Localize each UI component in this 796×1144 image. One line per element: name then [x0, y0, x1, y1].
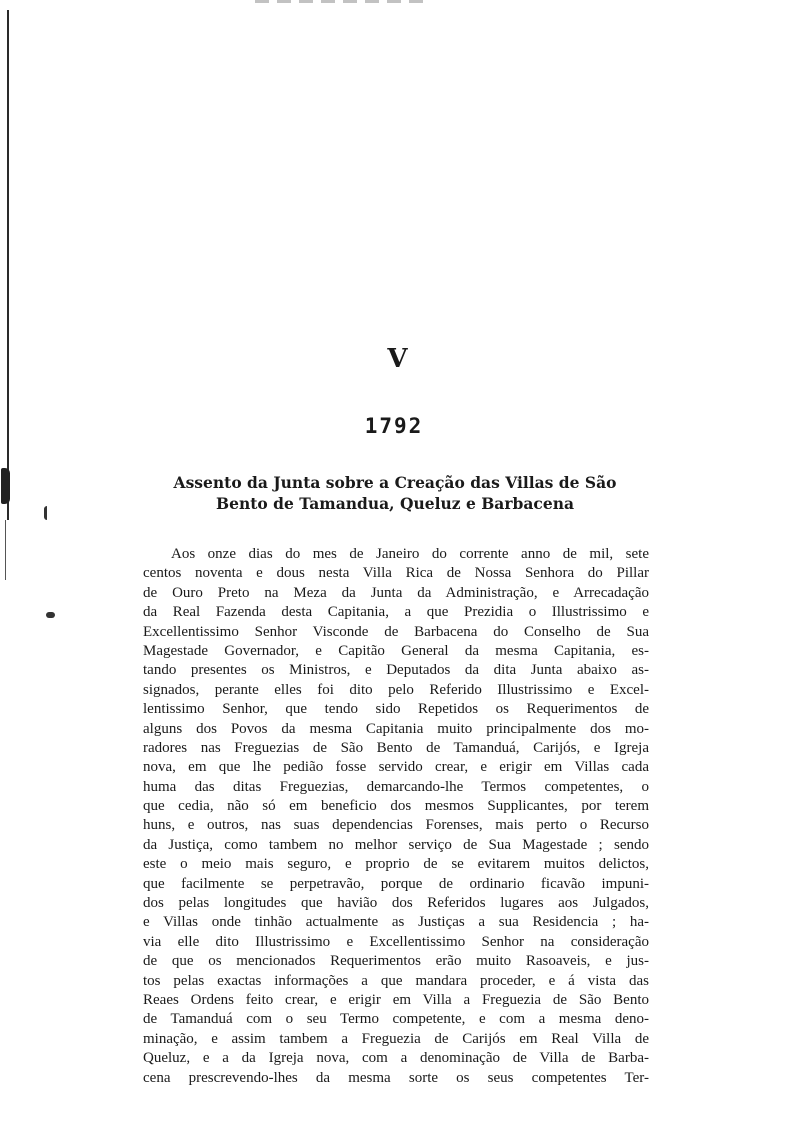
- body-line: tando presentes os Ministros, e Deputados da dita Junta abaixo as-: [143, 662, 649, 679]
- body-line: que facilmente se perpetravão, porque de ordinario ficavão impuni-: [143, 875, 649, 892]
- body-line: de que os mencionados Requerimentos erão muito Rasoaveis, e jus-: [143, 953, 649, 970]
- heading-line: Bento de Tamandua, Queluz e Barbacena: [215, 494, 575, 513]
- body-line: nova, em que lhe pedião fosse servido crear, e erigir em Villas cada: [143, 759, 649, 776]
- body-line: de Ouro Preto na Meza da Junta da Administração, e Arrecadação: [143, 584, 649, 601]
- body-line: Magestade Governador, e Capitão General da mesma Capitania, es-: [143, 642, 649, 659]
- body-line: huns, e outros, nas suas dependencias Forenses, mais perto o Recurso: [143, 817, 649, 834]
- body-line: cena prescrevendo-lhes da mesma sorte os seus competentes Ter-: [143, 1069, 649, 1086]
- body-line: lentissimo Senhor, que tendo sido Repetidos os Requerimentos de: [143, 701, 649, 718]
- body-line: tos pelas exactas informações a que mandara proceder, e á vista das: [143, 972, 649, 989]
- body-line: radores nas Freguezias de São Bento de Tamanduá, Carijós, e Igreja: [143, 739, 649, 756]
- body-line: alguns dos Povos da mesma Capitania muito principalmente dos mo-: [143, 720, 649, 737]
- heading-line: Assento da Junta sobre a Creação das Villas de São: [173, 473, 617, 492]
- scan-artifact-top: [255, 0, 425, 3]
- body-line: este o meio mais seguro, e proprio de se evitarem muitos delictos,: [143, 856, 649, 873]
- body-line: dos pelas longitudes que havião dos Referidos lugares aos Julgados,: [143, 895, 649, 912]
- body-line: que cedia, não só em beneficio dos mesmos Supplicantes, por terem: [143, 798, 649, 815]
- document-heading: [130, 472, 660, 514]
- scan-artifact-edge-blob: [1, 468, 10, 504]
- scan-artifact-mark: [46, 612, 55, 618]
- body-line: de Tamanduá com o seu Termo competente, e com a mesma deno-: [143, 1011, 649, 1028]
- chapter-year: 1792: [364, 414, 424, 438]
- body-line: Queluz, e a da Igreja nova, com a denominação de Villa de Barba-: [143, 1050, 649, 1067]
- scan-artifact-edge-line-lower: [5, 520, 6, 580]
- body-line: Aos onze dias do mes de Janeiro do corrente anno de mil, sete: [171, 546, 649, 562]
- body-line: via elle dito Illustrissimo e Excellentissimo Senhor na consideração: [143, 933, 649, 950]
- body-line: Excellentissimo Senhor Visconde de Barbacena do Conselho de Sua: [143, 623, 649, 640]
- body-line: minação, e assim tambem a Freguezia de Carijós em Real Villa de: [143, 1030, 649, 1047]
- scan-artifact-edge-line: [7, 10, 9, 520]
- body-line: da Justiça, como tambem no melhor serviço de Sua Magestade ; sendo: [143, 836, 649, 853]
- chapter-numeral: V: [387, 344, 409, 374]
- body-line: centos noventa e dous nesta Villa Rica de Nossa Senhora do Pillar: [143, 565, 649, 582]
- body-line: signados, perante elles foi dito pelo Referido Illustrissimo e Excel-: [143, 681, 649, 698]
- body-line: Reaes Ordens feito crear, e erigir em Villa a Freguezia de São Bento: [143, 991, 649, 1008]
- body-line: da Real Fazenda desta Capitania, a que Prezidia o Illustrissimo e: [143, 604, 649, 621]
- body-paragraph: [143, 545, 649, 1088]
- body-line: huma das ditas Freguezias, demarcando-lhe Termos competentes, o: [143, 778, 649, 795]
- body-line: e Villas onde tinhão actualmente as Justiças a sua Residencia ; ha-: [143, 914, 649, 931]
- scan-artifact-mark: [44, 506, 53, 520]
